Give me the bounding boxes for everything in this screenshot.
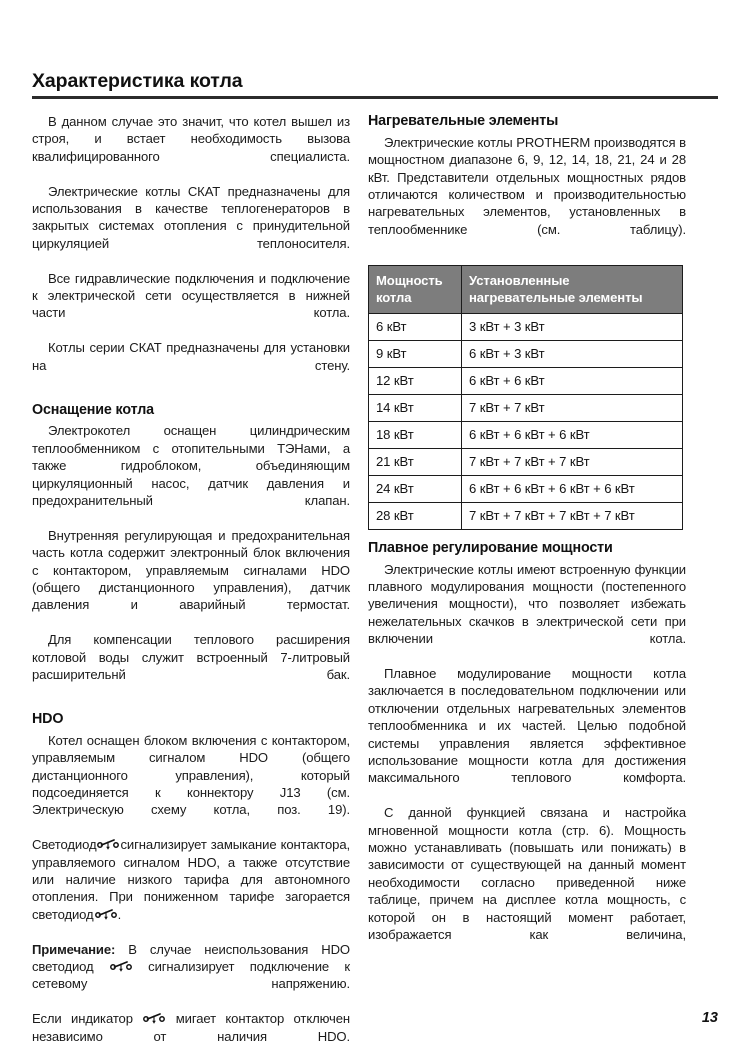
paragraph-intro-4: Котлы серии СКАТ предназначены для установки на стену. (32, 340, 350, 373)
paragraph-heating-elements: Электрические котлы PROTHERM производятся в мощностном диапазоне 6, 9, 12, 14, 18, 21, 24 и 28 кВт. Представители отдельных мощностных рядов отличаются количеством и производительностью нагревательных элементов, установленных в теплообменнике (см. таблицу). (368, 134, 686, 237)
cell-power: 28 кВт (369, 502, 462, 529)
cell-elements: 6 кВт + 6 кВт + 6 кВт + 6 кВт (462, 475, 683, 502)
table-row (369, 367, 683, 394)
contactor-switch-icon (110, 961, 132, 972)
section-heading-hdo: HDO (32, 710, 64, 727)
contactor-switch-icon (143, 1013, 165, 1024)
title-divider (32, 96, 718, 99)
right-column (368, 113, 686, 961)
heating-elements-table (368, 265, 683, 530)
table-row (369, 448, 683, 475)
cell-power: 6 кВт (369, 313, 462, 340)
page-title: Характеристика котла (32, 70, 243, 92)
paragraph-hdo-3 (32, 1010, 350, 1062)
paragraph-hdo-1: Котел оснащен блоком включения с контактором, управляемым сигналом HDO (общего дистанционного управления), который подсоединяется к коннектору J13 (см. Электрическую схему котла, поз. 19). (32, 732, 350, 818)
cell-power: 9 кВт (369, 340, 462, 367)
paragraph-hdo-2 (32, 836, 350, 940)
paragraph-intro-3: Все гидравлические подключения и подключение к электрической сети осуществляется в нижней части котла. (32, 270, 350, 321)
cell-elements: 6 кВт + 3 кВт (462, 340, 683, 367)
cell-power: 14 кВт (369, 394, 462, 421)
cell-elements: 6 кВт + 6 кВт (462, 367, 683, 394)
cell-elements: 7 кВт + 7 кВт + 7 кВт (462, 448, 683, 475)
cell-power: 24 кВт (369, 475, 462, 502)
table-row (369, 313, 683, 340)
contactor-switch-icon (95, 909, 117, 920)
contactor-switch-icon (97, 839, 119, 850)
paragraph-power-control-3: С данной функцией связана и настройка мгновенной мощности котла (стр. 6). Мощность можно устанавливать (повышать или понижать) в зависимости от существующей на данный момент необходимости согласно приведенной ниже таблице, причем на дисплее котла мощность, с которой он в настоящий момент работает, изображается как величина, (368, 805, 686, 943)
cell-power: 12 кВт (369, 367, 462, 394)
cell-power: 21 кВт (369, 448, 462, 475)
cell-elements: 7 кВт + 7 кВт (462, 394, 683, 421)
section-heading-heating-elements: Нагревательные элементы (368, 113, 559, 129)
paragraph-hdo-2-text-a: Светодиод (32, 837, 97, 853)
paragraph-equipment-3: Для компенсации теплового расширения котловой воды служит встроенный 7-литровый расширительнй бак. (32, 632, 350, 683)
paragraph-hdo-note (32, 941, 350, 1011)
paragraph-equipment-2: Внутренняя регулирующая и предохранительная часть котла содержит электронный блок включения с контактором, управляемым сигналами HDO (общего дистанционного управления), датчик давления и аварийный термостат. (32, 527, 350, 613)
note-label: Примечание: (32, 941, 116, 957)
table-row (369, 394, 683, 421)
table-header-elements: Установленные нагревательные элементы (462, 265, 683, 313)
table-row (369, 421, 683, 448)
table-row (369, 340, 683, 367)
paragraph-intro-1: В данном случае это значит, что котел вышел из строя, и встает необходимость вызова квалифицированного специалиста. (32, 114, 350, 164)
paragraph-power-control-2: Плавное модулирование мощности котла заключается в последовательном подключении или отключении отдельных нагревательных элементов теплообменника и их частей. Целью подобной системы управления является эффективное использование мощности котла для достижения максимального теплового комфорта. (368, 666, 686, 786)
section-heading-equipment: Оснащение котла (32, 401, 154, 418)
paragraph-hdo-2-text-c: . (117, 906, 122, 922)
cell-elements: 7 кВт + 7 кВт + 7 кВт + 7 кВт (462, 502, 683, 529)
paragraph-hdo-3-text-b: мигает контактор отключен независимо от наличия HDO. (32, 1011, 350, 1044)
cell-elements: 3 кВт + 3 кВт (462, 313, 683, 340)
table-row (369, 475, 683, 502)
note-text-a: В случае неиспользования HDO светодиод (32, 941, 350, 974)
paragraph-hdo-2-text-b: сигнализирует замыкание контактора, управляемого сигналом HDO, а также отсутствие или наличие низкого тарифа для автономного отопления. При пониженном тарифе загорается светодиод (32, 837, 350, 922)
cell-elements: 6 кВт + 6 кВт + 6 кВт (462, 421, 683, 448)
table-body (369, 313, 683, 529)
note-text-b: сигнализирует подключение к сетевому напряжению. (32, 959, 350, 992)
table-header-power: Мощность котла (369, 265, 462, 313)
paragraph-intro-2: Электрические котлы СКАТ предназначены для использования в качестве теплогенераторов в закрытых системах отопления с принудительной циркуляцией теплоносителя. (32, 183, 350, 251)
paragraph-power-control-1: Электрические котлы имеют встроенную функции плавного модулирования мощности (постепенного увеличения мощности), что позволяет избежать нежелательных скачков в электрической сети при включении котла. (368, 561, 686, 647)
paragraph-equipment-1: Электрокотел оснащен цилиндрическим теплообменником с отопительными ТЭНами, а также гидроблоком, объединяющим циркуляционный насос, датчик давления и предохранительный клапан. (32, 423, 350, 508)
section-heading-power-control: Плавное регулирование мощности (368, 539, 613, 556)
paragraph-hdo-3-text-a: Если индикатор (32, 1011, 133, 1027)
cell-power: 18 кВт (369, 421, 462, 448)
left-column (32, 113, 350, 1062)
table-row (369, 502, 683, 529)
table-header-row (369, 265, 683, 313)
page-number: 13 (701, 1010, 718, 1026)
